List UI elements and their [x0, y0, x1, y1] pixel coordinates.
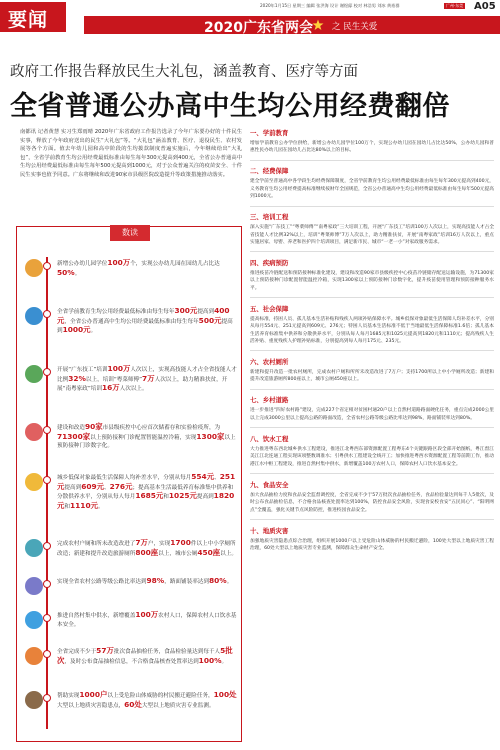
section-title: 五、社会保障: [250, 304, 289, 313]
vaccine-icon: [25, 423, 43, 441]
divider: [250, 297, 494, 298]
article-headline: 全省普通公办高中生均公用经费翻倍: [10, 91, 450, 122]
timeline-dot: [43, 542, 51, 550]
timeline-dot: [43, 694, 51, 702]
section-funding: [250, 166, 494, 206]
article-subtitle: 政府工作报告释放民生大礼包，涵盖教育、医疗等方面: [10, 64, 358, 80]
list-item-text: 帮助实现1000户以上受危险山体威胁的村民搬迁避险任务，100处大型以上地质灾害隐患点，60处大型以上地质灾害专业监测。: [57, 690, 237, 709]
section-tag: [0, 2, 66, 32]
section-geohazard: [250, 526, 494, 553]
section-body: 大力推进粤东西北城乡供水工程建设，推进江北粤西东部资源配置工程粤东4个关键跟路区段全部开始图纸，粤江督江美江江北连通工程实现该项整数调准水；引粤供水工程建设全线开工；加快推进粤西水资源配置工程等前期工作，推动港江水中枢工程建设，推进自然村集中供水，新增覆盖100万农村人口，保障农村人口饮水基本安全。: [250, 446, 494, 467]
section-disease-prevention: [250, 258, 494, 298]
section-title: 十、地质灾害: [250, 526, 289, 535]
section-rural-toilets: [250, 357, 494, 389]
section-body: 新建和提升改造一批农村厕所，完成农村户厕和所所未改造改进了7万户；支持1700所以上中小学厕所改造；新建和提升改造旅游厕所800座以上，城市公厕450座以上。: [250, 370, 494, 383]
list-item-text: 全省学前教育生均公用经费最低标准由每生每年300元提高到400元，全省公办普通高中生均公用经费最低标准由每生每年500元提高到1000元。: [57, 306, 233, 335]
timeline-dot: [43, 476, 51, 484]
article-intro: 南都讯 记者黄慧 实习生郑雨晴 2020年广东省政府工作报告选录了今年广东要办好的十件民生实事，释放了今年政府送出的民生“大礼包”等。“大礼包”涵盖教育、医疗、退役民生、农村发展等各个方面。值去年幼儿园和高中阶段的生均拨款制度普遍实施后，今年继续给出“大礼包”，全省学前教育生均公用经费最低标准由每生每年300元提高到400元，全省公办普通高中生均公用经费最低标准由每生每年500元提高到1000元，对于公众普遍关注的疫苗安全、十件民生实事也值予同意。广东将继续和改进90家市县级医院改造提升等政策措施推动落实。: [20, 129, 242, 178]
social-security-icon: [25, 473, 43, 491]
section-title: 四、疾病预防: [250, 259, 289, 268]
food-safety-icon: [25, 647, 43, 665]
section-body: 深入实施“广东技工”“粤菜师傅”“南粤家政”三大培训工程，开展“广东技工”培训100万人次以上，实现高技能人才占全省技能人才比例32%以上，培训“粤菜师傅”7万人次以上，助力精准扶贫，开展“南粤家政”培训16万人次以上，重点实施居家、母婴、养老和医护四个培训项目，满足新市民、城市“一老一小”对家政服务需求。: [250, 225, 495, 246]
list-item-text: 完成农村户厕和所未改造改进了7万户，实现1700件以上中小学厕所改造；新建和提升改造旅游厕所800座以上，城市公厕450座以上。: [57, 538, 237, 557]
timeline-dot: [43, 580, 51, 588]
section-body: 进一步推进“四好农村路”建设，完成227个省定相对贫困村通20户以上自然村道路路面硬化任务，重点完成2000公里以上完成3000公里以上提高公路的路面改造，全省农村公路等级公路比率达到98%，路面铺装率达到80%。: [250, 408, 494, 421]
timeline-dot: [43, 426, 51, 434]
infographic-title-label: 数读: [122, 228, 138, 237]
section-body: 推进疫苗冷链配送和预防接种标准化建设，建设和改造90家市县级疾控中心疫苗冷链储存配送运输设施，为71300家以上预防接种门诊配置智能温控冷箱，实现1300家以上预防接种门诊数字化，提升疫苗使用管理和预防接种服务水平。: [250, 271, 494, 291]
section-training: [250, 212, 494, 252]
kindergarten-icon: [25, 259, 43, 277]
page-number: A05: [474, 1, 496, 12]
timeline-dot: [43, 650, 51, 658]
topic-bar: [84, 16, 500, 34]
section-title: 九、食品安全: [250, 480, 289, 489]
policy-sections: [250, 128, 494, 558]
section-social-security: [250, 304, 494, 351]
divider: [250, 350, 494, 351]
section-rural-roads: [250, 395, 494, 427]
section-body: 加大食品抽检力度和食品安全监督调控度，全省完成不少于57万批次食品抽检任务，食品检验量达到每千人5批次，及时公布食品抽检信息，不合格食品核查处置率达到100%，防控食品安全风险，实现食安校食安“五民同心”、“阳明网点”全覆盖，强化关键节点风险防控，推进校园食品安全。: [250, 492, 494, 513]
topic-bar-title: 2020广东省两会: [204, 20, 313, 36]
divider: [250, 389, 494, 390]
section-body: 加强地质灾害隐患点综合治理，组织开展1000户以上受危险山体威胁的村民搬迁避险，100处大型以上地质灾害工程治理，60处大型以上地质灾害专业监测，保障群众生命财产安全。: [250, 538, 494, 551]
timeline-dot: [43, 262, 51, 270]
page-header: [0, 0, 500, 38]
section-body: 增加学前教育公办学位供给，新增公办幼儿园学位100万个，实现公办幼儿园在园幼儿占比达50%，公办幼儿园和普惠性民办幼儿园在园幼儿占比达80%以上的目标。: [250, 141, 494, 154]
section-food-safety: [250, 480, 494, 520]
section-water: [250, 434, 494, 474]
timeline-dot: [43, 310, 51, 318]
section-title: 三、培训工程: [250, 213, 289, 222]
divider: [250, 427, 494, 428]
section-title: 七、乡村道路: [250, 396, 289, 405]
topic-bar-subtitle: 之 民生关爱: [332, 22, 378, 32]
divider: [250, 519, 494, 520]
training-icon: [25, 365, 43, 383]
timeline-spine: [46, 257, 48, 729]
section-body: 提高标准，持困人员、孤儿基本生活补贴和残疾人两项补贴保障水平。城乡低保对象最低生活保障人均补差水平，分别从每月554元、251元提高到609元、276元；特困人员基本生活标准不低于当地最低生活保障标准1.6倍；孤儿基本生活养育标准集中供养和分散供养水平，分别从每人每月1685元和1025元提高到1820元和1110元；提高残疾人生活补贴、重度残疾人护理补贴标准，分别提高到每人每月175元、235元。: [250, 316, 494, 345]
divider: [250, 160, 494, 161]
list-item-text: 城乡低保对象最低生活保障人均补差水平，分别从每月554元、251元提高到609元、276元；提高基本生活最低养育标准集中供养和分散供养水平，分别从每人每月1685元和1025元提高到1820元和1110元。: [57, 472, 236, 510]
list-item-text: 新增公办幼儿园学位100万个，实现公办幼儿园在园幼儿占比达50%。: [57, 258, 220, 277]
section-title: 八、饮水工程: [250, 434, 289, 443]
list-item-text: 推进自然村集中供水，新增覆盖100万农村人口，保障农村人口饮水基本安全。: [57, 610, 237, 628]
divider: [250, 251, 494, 252]
section-title: 二、经费保障: [250, 167, 289, 176]
water-supply-icon: [25, 611, 43, 629]
section-title: 六、农村厕所: [250, 358, 289, 367]
section-body: 建全学前至普通高中各学段生均经费保障制度，全省学前教育生均公用经费最低标准由每生每年300元提高到400元，义务教育生均公用经费提高标准继续按财年全国规范，全省公办普通高中生均公用经费最低标准由每生每年500元提高到1000元。: [250, 179, 494, 200]
landslide-icon: [25, 691, 43, 709]
region-badge: 广州·东莞: [446, 3, 464, 8]
list-item-text: 全省完成不少于57万批次食品抽检任务，食品检验量达到每千人5批次，及时公布食品抽检信息，不合格食品核查处置率达到100%。: [57, 646, 233, 665]
data-infographic: [16, 226, 242, 742]
education-funding-icon: [25, 307, 43, 325]
section-preschool: [250, 128, 494, 160]
divider: [250, 473, 494, 474]
list-item-text: 实现全省农村公路等级公路比率达到98%，路面铺装率达到80%。: [57, 576, 233, 585]
timeline-dot: [43, 368, 51, 376]
road-icon: [25, 577, 43, 595]
timeline-dot: [43, 614, 51, 622]
list-item-text: 建设和改造90家市县级疾控中心应首次储蓄存和实验检疫所，为71300家以上预防接种门诊配置智能温控冷箱，实现1300家以上预防接种门诊数字化。: [57, 422, 236, 450]
infographic-title: [110, 225, 150, 241]
section-title: 一、学前教育: [250, 129, 289, 137]
edition-meta: 2020年1月15日 星期三 编辑 张洪海 设计 谢煜邸 校对 林浩男 刘冰 黄裕群: [260, 3, 400, 8]
toilet-icon: [25, 539, 43, 557]
star-icon: [312, 19, 324, 31]
list-item-text: 开展“广东技工”培训100万人次以上，实现高技能人才占全省技能人才比例32%以上，培训“粤菜师傅”7万人次以上，助力精准扶贫，开展“南粤家政”培训16万人次以上。: [57, 364, 237, 393]
divider: [250, 206, 494, 207]
section-tag-label: 要闻: [8, 9, 49, 31]
